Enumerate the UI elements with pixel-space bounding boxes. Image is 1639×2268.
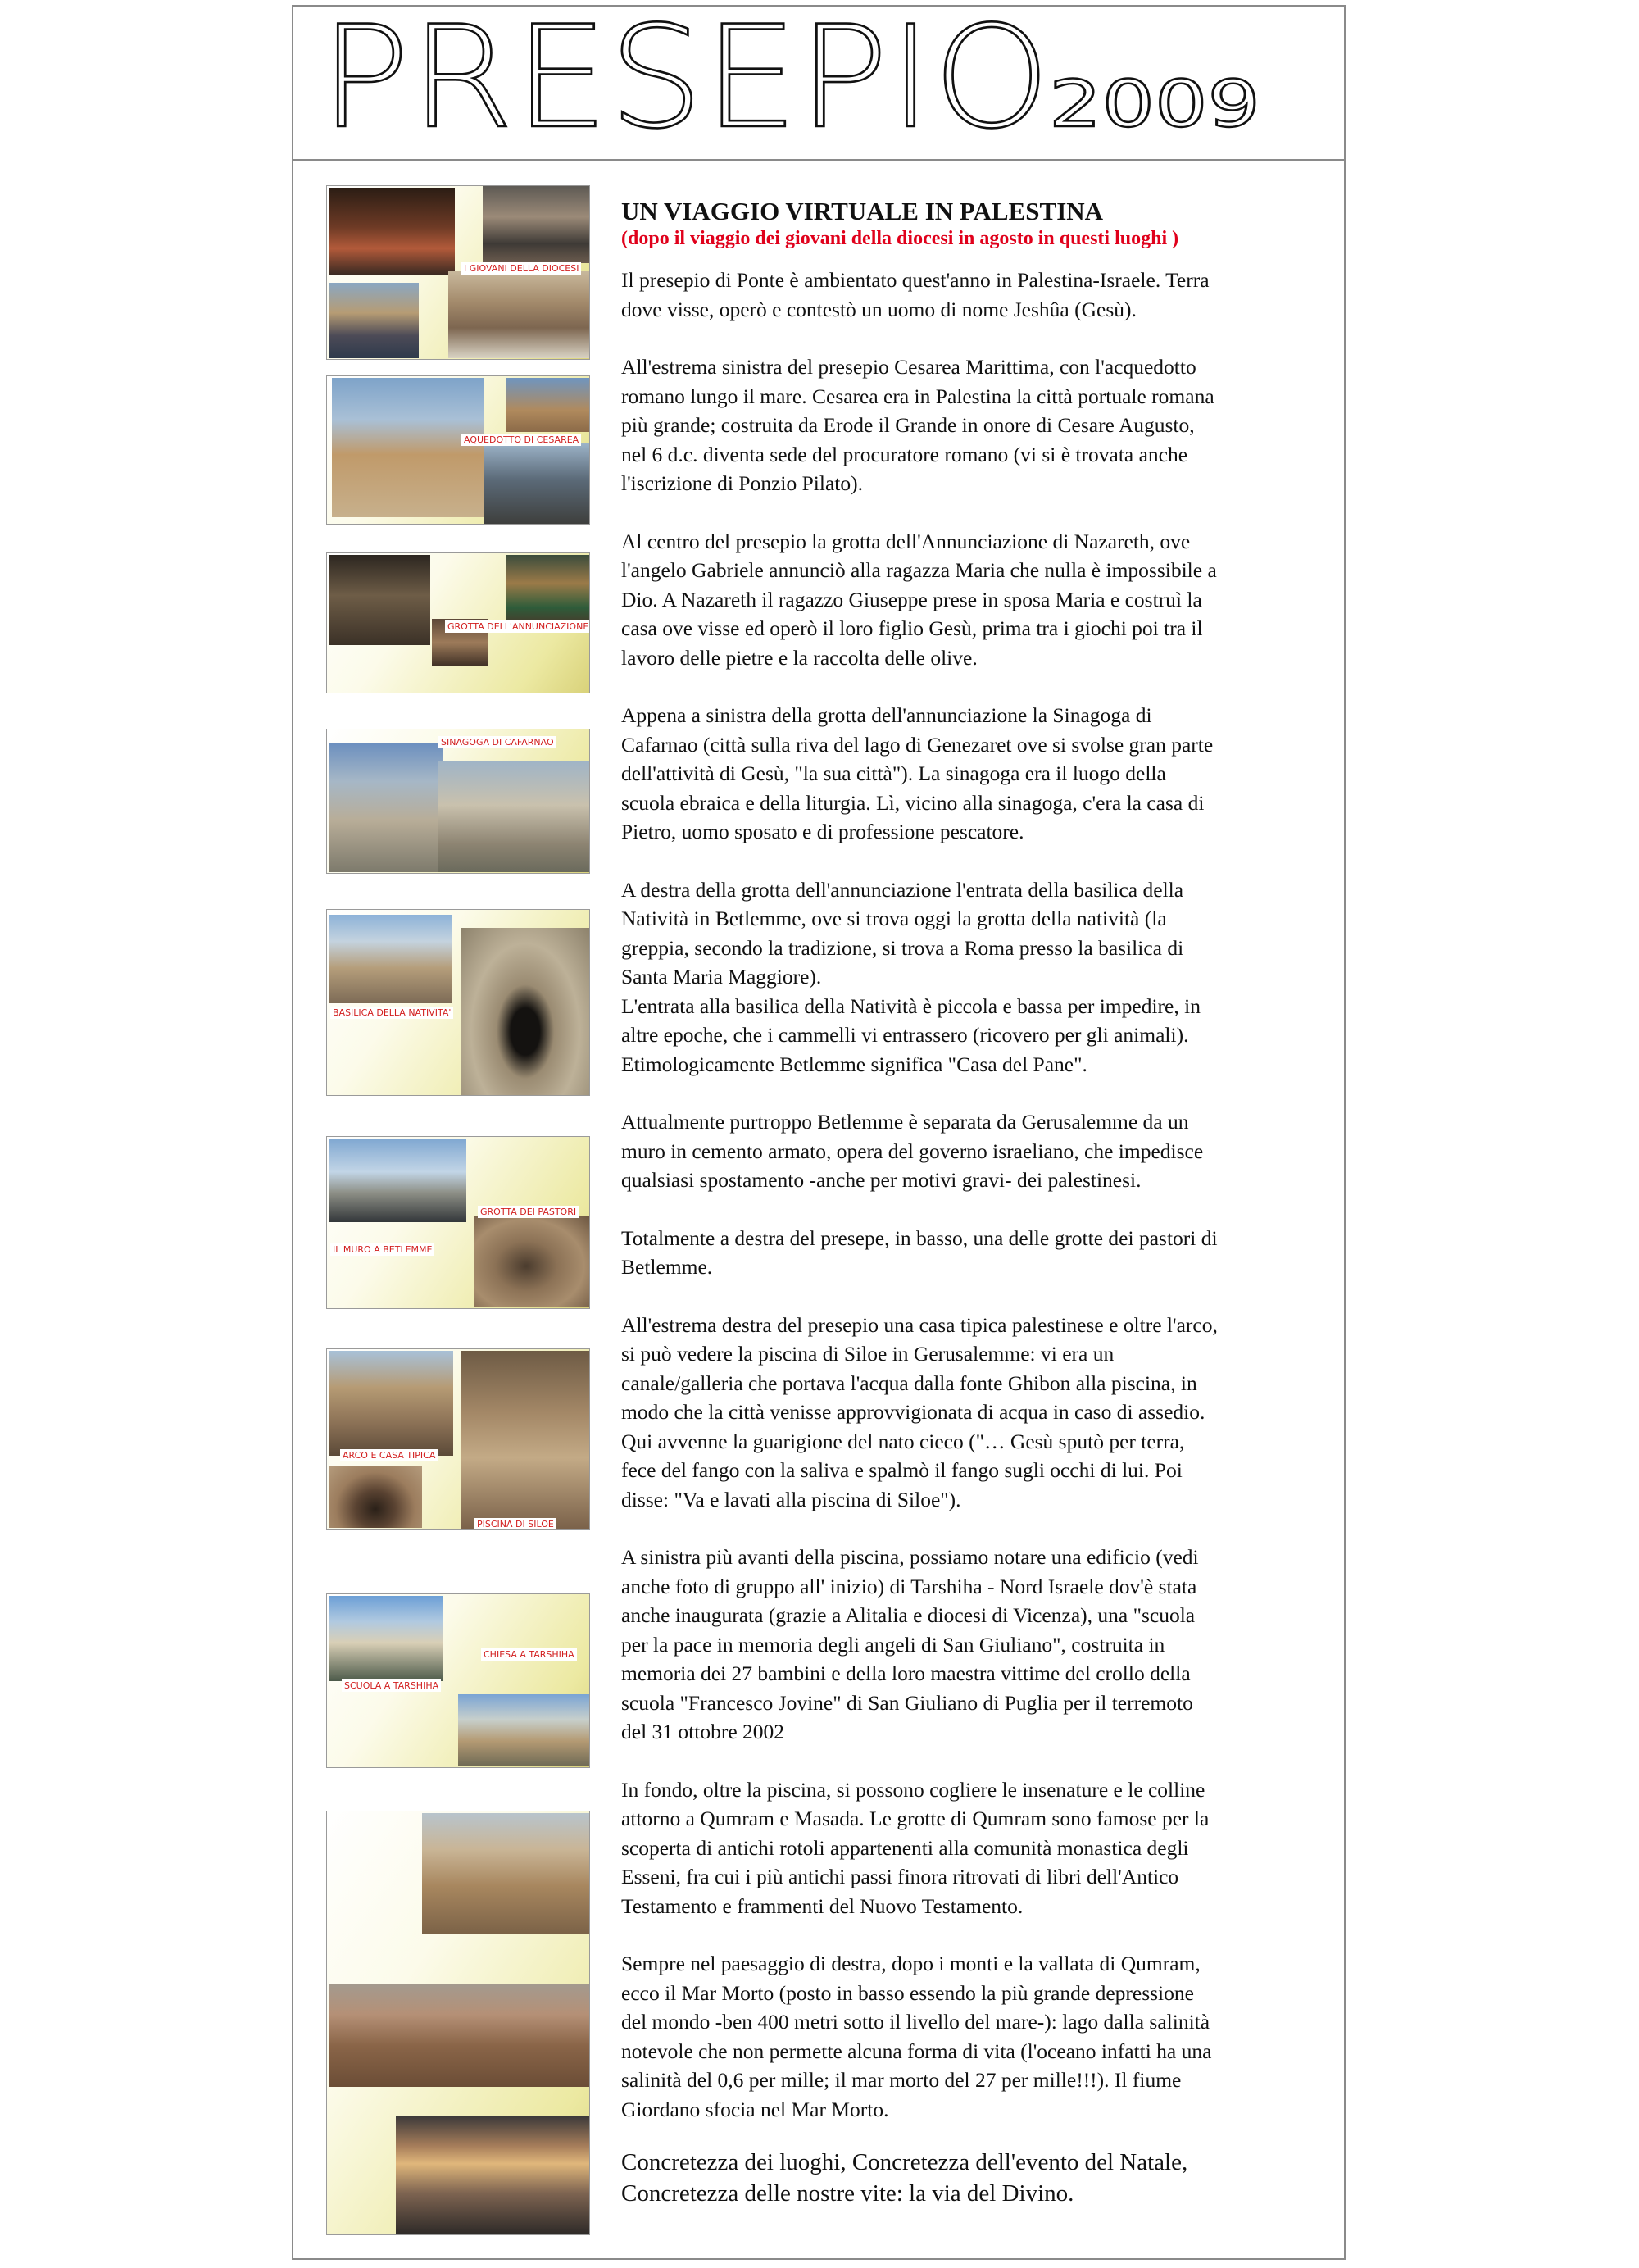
photo-scuola — [329, 1596, 443, 1681]
photo-qumram-hills — [329, 1984, 589, 2087]
panel-qumram — [326, 1811, 590, 2235]
panel-annunciazione — [326, 552, 590, 693]
caption-pastori: GROTTA DEI PASTORI — [478, 1206, 579, 1218]
paragraph-muro: Attualmente purtroppo Betlemme è separata da Gerusalemme da un muro in cemento armato, opera del governo israeliano, che impedisce qualsiasi spostamento -anche per motivi gravi- dei palestinesi. — [621, 1110, 1204, 1192]
photo-synagogue-columns — [438, 761, 589, 872]
caption-sinagoga: SINAGOGA DI CAFARNAO — [438, 736, 556, 748]
caption-nativita: BASILICA DELLA NATIVITA' — [330, 1007, 453, 1019]
closing-statement: Concretezza dei luoghi, Concretezza dell'evento del Natale, Concretezza delle nostre vite: la via del Divino. — [621, 2149, 1188, 2207]
photo-arco — [329, 1466, 422, 1528]
caption-arco: ARCO E CASA TIPICA — [340, 1449, 438, 1461]
paragraph-annunciazione: Al centro del presepio la grotta dell'Annunciazione di Nazareth, ove l'angelo Gabriele annunciò alla ragazza Maria che nulla è impossibile a Dio. A Nazareth il ragazzo Giuseppe prese in sposa Maria e costruì la casa ove visse ed operò il loro figlio Gesù, prima tra i giochi poi tra il lavoro delle pietre e la raccolta delle olive. — [621, 529, 1217, 670]
photo-qumram-valley — [422, 1813, 589, 1934]
poster-title: PRESEPIO — [320, 7, 1051, 159]
photo-mar-morto — [396, 2116, 589, 2234]
article-note: (dopo il viaggio dei giovani della diocesi in agosto in questi luoghi ) — [621, 228, 1179, 249]
caption-giovani: I GIOVANI DELLA DIOCESI — [461, 262, 581, 275]
paragraph-cesarea: All'estrema sinistra del presepio Cesarea Marittima, con l'acquedotto romano lungo il mare. Cesarea era in Palestina la città portuale romana più grande; costruita da Erode il Grande in onore di Cesare Augusto, nel 6 d.c. diventa sede del procuratore romano (vi si è trovata anche l'iscrizione di Ponzio Pilato). — [621, 355, 1214, 495]
photo-chiesa — [458, 1694, 589, 1766]
photo-aqueduct — [332, 378, 484, 517]
panel-cesarea — [326, 375, 590, 525]
photo-muro — [329, 1139, 466, 1222]
paragraph-cafarnao: Appena a sinistra della grotta dell'annunciazione la Sinagoga di Cafarnao (città sulla riva del lago di Genezaret ove si svolse gran parte dell'attività di Gesù, "la sua città"). La sinagoga era il luogo della scuola ebraica e della liturgia. Lì, vicino alla sinagoga, c'era la casa di Pietro, uomo sposato e di professione pescatore. — [621, 703, 1214, 843]
paragraph-intro: Il presepio di Ponte è ambientato quest'anno in Palestina-Israele. Terra dove visse, operò e contestò un uomo di nome Jeshûa (Gesù). — [621, 268, 1210, 321]
photo-aqueduct-arch — [506, 378, 589, 432]
paragraph-nativita: A destra della grotta dell'annunciazione l'entrata della basilica della Natività in Betlemme, ove si trova oggi la grotta della natività (la greppia, secondo la tradizione, si trova a Roma presso la basilica di Santa Maria Maggiore). L'entrata alla basilica della Natività è piccola e bassa per impedire, in altre epoche, che i cammelli vi entrassero (ricovero per gli animali). Etimologicamente Betlemme significa "Casa del Pane". — [621, 877, 1201, 1076]
photo-casa-tipica — [329, 1351, 453, 1456]
paragraph-qumram: In fondo, oltre la piscina, si possono cogliere le insenature e le colline attorno a Qumram e Masada. Le grotte di Qumram sono famose per la scoperta di antichi rotoli appartenenti alla comunità monastica degli Esseni, fra cui i più antichi passi finora ritrovati di libri dell'Antico Testamento e frammenti del Nuovo Testamento. — [621, 1777, 1210, 1918]
panel-nativita — [326, 909, 590, 1096]
paragraph-pastori: Totalmente a destra del presepe, in basso, una delle grotte dei pastori di Betlemme. — [621, 1225, 1218, 1279]
photo-group-outdoor — [329, 283, 419, 358]
photo-grotta-interior — [329, 555, 430, 645]
caption-siloe: PISCINA DI SILOE — [474, 1518, 556, 1530]
paragraph-tarshiha: A sinistra più avanti della piscina, possiamo notare una edificio (vedi anche foto di gruppo all' inizio) di Tarshiha - Nord Israele dov'è stata anche inaugurata (grazie a Alitalia e diocesi di Vicenza), una "scuola per la pace in memoria degli angeli di San Giuliano", costruita in memoria dei 27 bambini e della loro maestra vittime del crollo della scuola "Francesco Jovine" di San Giuliano di Puglia per il terremoto del 31 ottobre 2002 — [621, 1545, 1199, 1743]
photo-group-large — [448, 271, 589, 358]
article-heading: UN VIAGGIO VIRTUALE IN PALESTINA — [621, 197, 1104, 225]
article-text — [621, 197, 1334, 2209]
panel-muro-pastori — [326, 1136, 590, 1309]
photo-synagogue-portal — [329, 743, 443, 872]
caption-chiesa: CHIESA A TARSHIHA — [481, 1648, 577, 1661]
photo-grotta-pastori — [474, 1216, 589, 1307]
photo-basilica-door — [461, 928, 589, 1095]
title-graphic — [293, 7, 1346, 159]
caption-scuola: SCUOLA A TARSHIHA — [342, 1679, 441, 1692]
photo-aqueduct-sea — [484, 443, 589, 524]
caption-muro: IL MURO A BETLEMME — [330, 1243, 434, 1256]
caption-acquedotto: AQUEDOTTO DI CESAREA — [461, 434, 581, 446]
photo-group-indoor — [329, 188, 455, 275]
photo-piscina — [461, 1351, 589, 1529]
panel-cafarnao — [326, 729, 590, 874]
paragraph-mar-morto: Sempre nel paesaggio di destra, dopo i monti e la vallata di Qumram, ecco il Mar Morto (posto in basso essendo la più grande depressione del mondo -ben 400 metri sotto il livello del mare-): lago dalla salinità notevole che non permette alcuna forma di vita (l'oceano infatti ha una salinità del 0,6 per mille; il mar morto del 27 per mille!!!). Il fiume Giordano sfocia nel Mar Morto. — [621, 1952, 1212, 2121]
photo-grotta-altar — [506, 555, 589, 625]
poster-year: 2009 — [1049, 68, 1260, 142]
panel-siloe — [326, 1348, 590, 1530]
paragraph-siloe: All'estrema destra del presepio una casa tipica palestinese e oltre l'arco, si può vedere la piscina di Siloe in Gerusalemme: vi era un canale/galleria che portava l'acqua dalla fonte Ghibon alla piscina, in modo che la città venisse approvvigionata di acqua in caso di assedio. Qui avvenne la guarigione del nato cieco ("… Gesù sputò per terra, fece del fango con la saliva e spalmò il fango sugli occhi di lui. Poi disse: "Va e lavati alla piscina di Siloe"). — [621, 1312, 1218, 1511]
poster-header — [293, 7, 1344, 161]
caption-annunciazione: GROTTA DELL'ANNUNCIAZIONE — [445, 620, 590, 633]
photo-group-room — [483, 186, 589, 263]
photo-basilica-exterior — [329, 915, 452, 1003]
poster-frame — [292, 5, 1346, 2260]
panel-giovani — [326, 185, 590, 360]
panel-tarshiha — [326, 1593, 590, 1768]
